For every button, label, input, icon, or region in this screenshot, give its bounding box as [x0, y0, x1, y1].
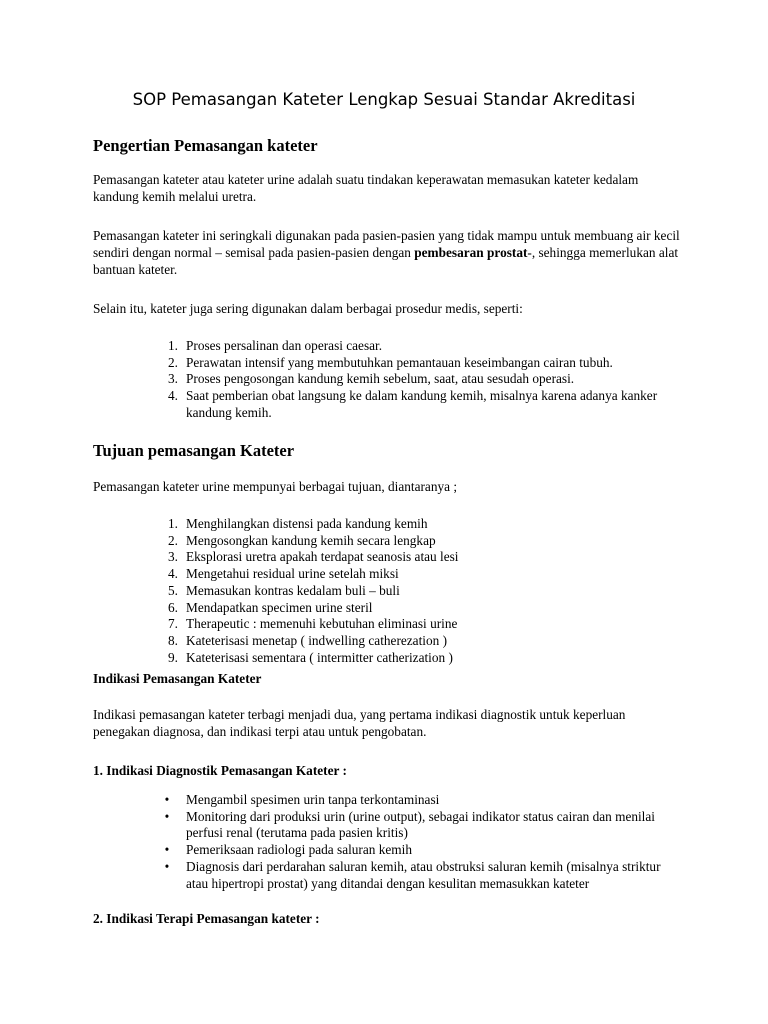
- list-item: [168, 532, 666, 550]
- bullet-icon: •: [164, 808, 170, 824]
- list-item: [168, 549, 666, 566]
- list-text: Mendapatkan specimen urine steril: [186, 599, 373, 615]
- list-number: 1.: [168, 516, 178, 531]
- bullet-list-diagnostic: [164, 792, 666, 892]
- list-text: Proses persalinan dan operasi caesar.: [186, 338, 383, 353]
- bold-term: pembesaran prostat: [414, 245, 528, 260]
- list-item: [168, 566, 666, 583]
- list-text: Perawatan intensif yang membutuhkan pemantauan keseimbangan cairan tubuh.: [186, 354, 613, 370]
- list-text: Menghilangkan distensi pada kandung kemih: [186, 516, 428, 531]
- list-item: [168, 354, 666, 372]
- list-text: Saat pemberian obat langsung ke dalam kandung kemih, misalnya karena adanya kanker kandung kemih.: [186, 388, 658, 420]
- list-text: Proses pengosongan kandung kemih sebelum, saat, atau sesudah operasi.: [186, 371, 575, 387]
- list-text: Mengambil spesimen urin tanpa terkontaminasi: [186, 792, 440, 807]
- list-number: 8.: [168, 632, 178, 648]
- list-number: 2.: [168, 532, 178, 548]
- list-item: [168, 516, 666, 533]
- paragraph: Pemasangan kateter urine mempunyai berbagai tujuan, diantaranya ;: [93, 479, 458, 494]
- paragraph: Pemasangan kateter atau kateter urine adalah suatu tindakan keperawatan memasukan kateter kedalam kandung kemih melalui uretra.: [93, 172, 639, 204]
- list-item: [164, 842, 666, 859]
- list-item: [168, 616, 666, 633]
- list-item: [168, 371, 666, 388]
- list-number: 2.: [168, 354, 178, 370]
- subheading-indikasi-terapi: 2. Indikasi Terapi Pemasangan kateter :: [93, 911, 320, 926]
- list-item: [168, 338, 666, 355]
- paragraph-text: Pemasangan kateter ini seringkali digunakan pada pasien-pasien yang tidak mampu untuk membuang air kecil sendiri dengan normal – semisal pada pasien-pasien dengan: [93, 228, 680, 260]
- list-text: Kateterisasi sementara ( intermitter catherization ): [186, 649, 453, 665]
- list-number: 3.: [168, 549, 178, 565]
- list-item: [164, 808, 666, 842]
- numbered-list-procedures: [168, 338, 666, 422]
- subheading-indikasi-diagnostik: 1. Indikasi Diagnostik Pemasangan Kateter :: [93, 763, 347, 778]
- document-title: SOP Pemasangan Kateter Lengkap Sesuai Standar Akreditasi: [132, 90, 636, 109]
- paragraph-with-bold: [93, 227, 683, 278]
- section-heading-tujuan: Tujuan pemasangan Kateter: [93, 441, 295, 460]
- paragraph: Indikasi pemasangan kateter terbagi menjadi dua, yang pertama indikasi diagnostik untuk keperluan penegakan diagnosa, dan indikasi terpi atau untuk pengobatan.: [93, 707, 626, 739]
- list-text: Kateterisasi menetap ( indwelling catherezation ): [186, 632, 448, 648]
- list-number: 9.: [168, 649, 178, 665]
- list-item: [168, 649, 666, 667]
- paragraph-text: -, sehingga memerlukan alat bantuan kateter.: [93, 245, 679, 277]
- bullet-icon: •: [164, 842, 170, 858]
- bullet-icon: •: [164, 792, 170, 807]
- list-text: Therapeutic : memenuhi kebutuhan eliminasi urine: [186, 616, 458, 632]
- numbered-list-goals: [168, 516, 666, 666]
- list-item: [168, 632, 666, 650]
- list-number: 4.: [168, 388, 178, 404]
- list-text: Mengosongkan kandung kemih secara lengkap: [186, 532, 436, 548]
- list-item: [164, 792, 666, 809]
- list-item: [168, 388, 666, 421]
- list-text: Monitoring dari produksi urin (urine output), sebagai indikator status cairan dan menilai perfusi renal (terutama pada pasien kritis): [186, 808, 655, 841]
- list-item: [164, 858, 666, 892]
- list-number: 3.: [168, 371, 178, 387]
- list-text: Memasukan kontras kedalam buli – buli: [186, 582, 400, 598]
- list-item: [168, 582, 666, 600]
- list-number: 4.: [168, 566, 178, 582]
- section-heading-indikasi: Indikasi Pemasangan Kateter: [93, 671, 262, 686]
- list-item: [168, 599, 666, 617]
- paragraph: Selain itu, kateter juga sering digunakan dalam berbagai prosedur medis, seperti:: [93, 301, 523, 316]
- bullet-icon: •: [164, 858, 170, 874]
- list-number: 6.: [168, 599, 178, 615]
- list-number: 7.: [168, 616, 178, 632]
- list-text: Eksplorasi uretra apakah terdapat seanosis atau lesi: [186, 549, 459, 565]
- list-number: 5.: [168, 582, 178, 598]
- list-number: 1.: [168, 338, 178, 353]
- list-text: Mengetahui residual urine setelah miksi: [186, 566, 399, 582]
- list-text: Pemeriksaan radiologi pada saluran kemih: [186, 842, 412, 858]
- section-heading-pengertian: Pengertian Pemasangan kateter: [93, 136, 318, 155]
- list-text: Diagnosis dari perdarahan saluran kemih, atau obstruksi saluran kemih (misalnya striktur atau hipertropi prostat) yang ditandai dengan kesulitan memasukkan kateter: [186, 858, 661, 891]
